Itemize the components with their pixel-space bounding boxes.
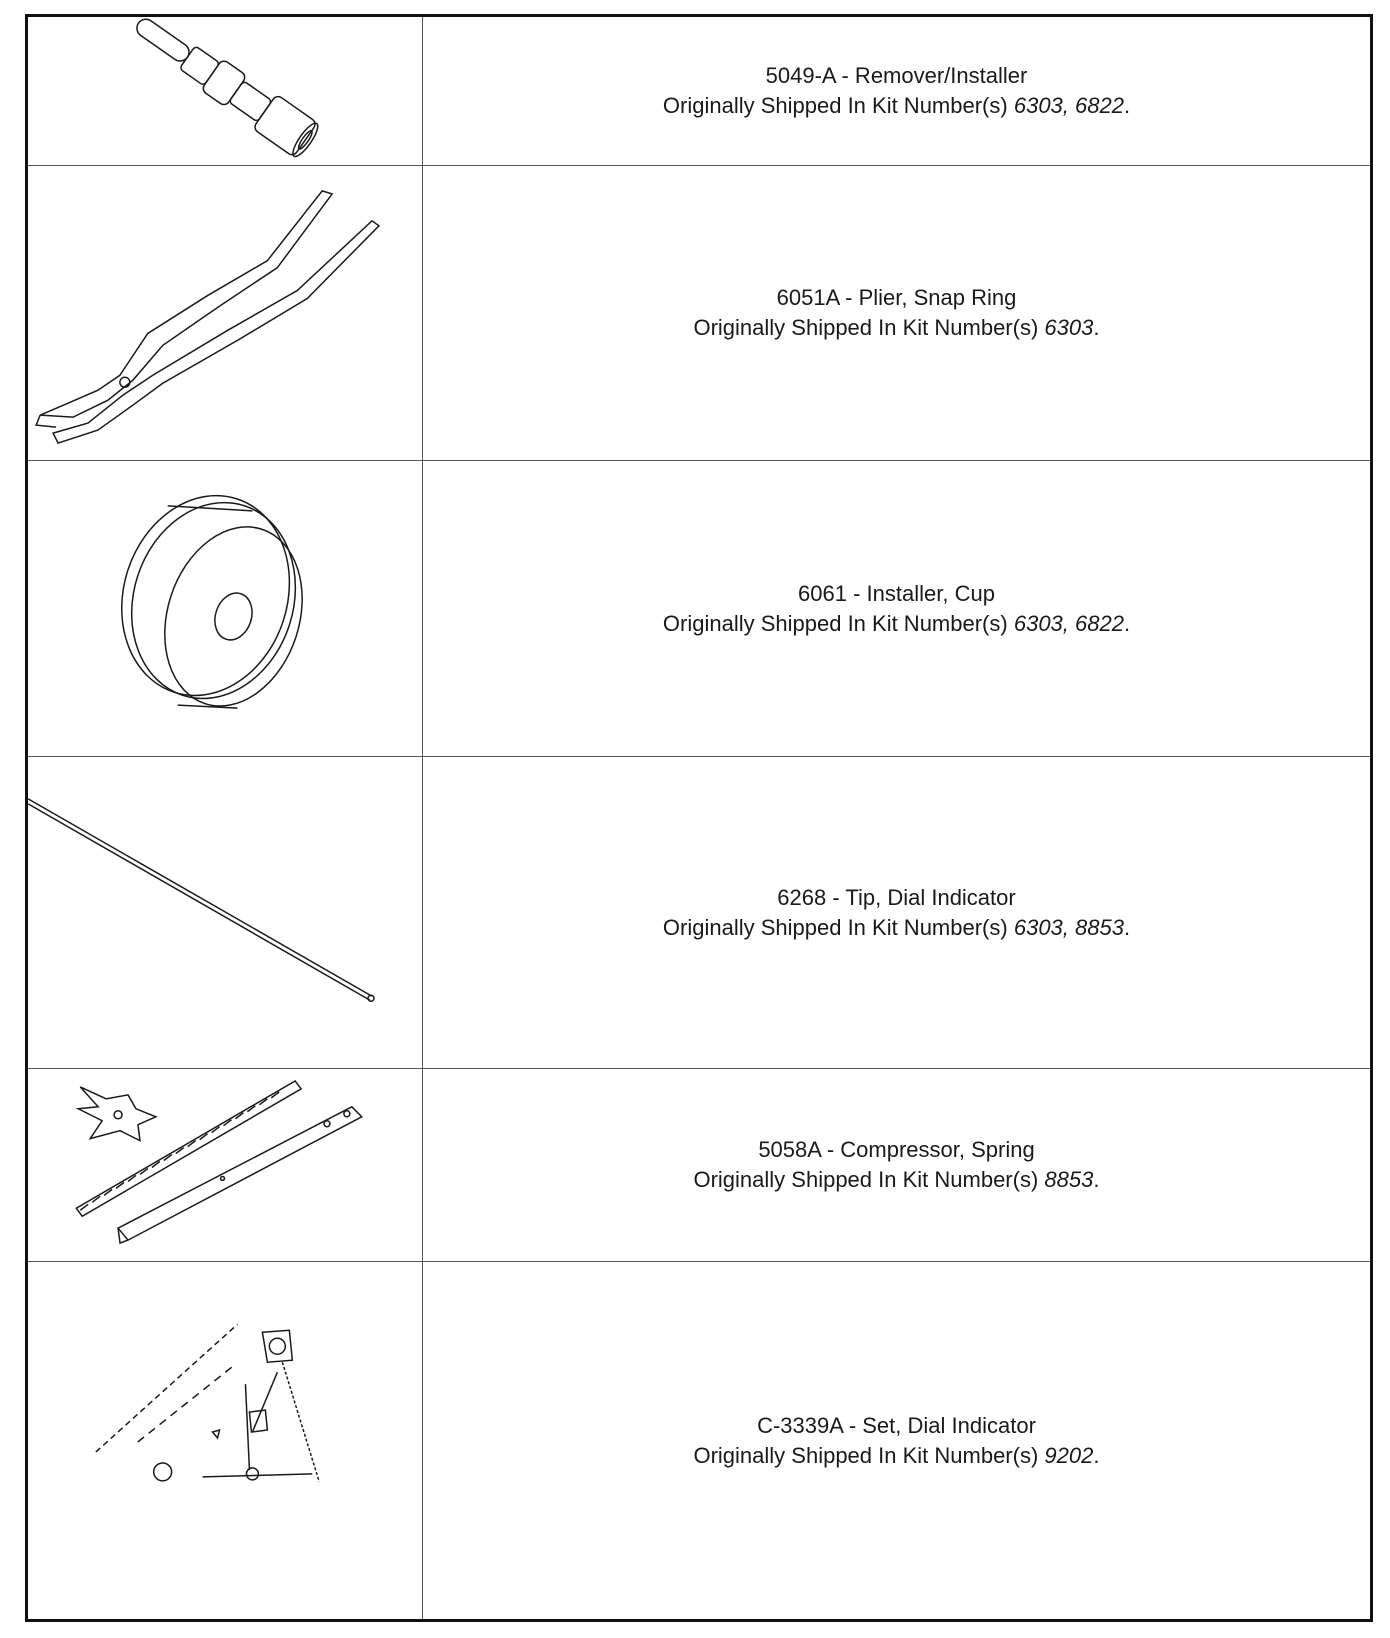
tool-title: 6061 - Installer, Cup xyxy=(798,580,995,606)
kit-numbers: 6303 xyxy=(1044,315,1094,340)
snap-ring-plier-drawing xyxy=(28,166,423,460)
tool-description xyxy=(423,757,1370,1068)
kit-numbers: 6303, 6822 xyxy=(1013,610,1124,636)
tool-kits-line xyxy=(663,913,1130,943)
tool-title: 5049-A - Remover/Installer xyxy=(765,63,1028,88)
tool-row xyxy=(28,757,1370,1069)
kit-suffix: . xyxy=(1093,1167,1100,1192)
tool-title: 6268 - Tip, Dial Indicator xyxy=(777,884,1016,910)
tool-description xyxy=(423,17,1370,165)
dial-indicator-tip-drawing xyxy=(28,757,423,1068)
shipped-label: Originally Shipped In Kit Number(s) xyxy=(662,914,1008,940)
kit-suffix: . xyxy=(1123,93,1131,118)
tool-description xyxy=(423,1262,1370,1619)
shipped-label: Originally Shipped In Kit Number(s) xyxy=(693,1167,1039,1192)
tool-kits-line xyxy=(663,91,1130,121)
kit-suffix: . xyxy=(1093,315,1100,340)
tool-kits-line xyxy=(693,1165,1099,1195)
kit-numbers: 8853 xyxy=(1044,1167,1094,1192)
tool-row xyxy=(28,17,1370,166)
kit-numbers: 9202 xyxy=(1044,1442,1094,1468)
kit-suffix: . xyxy=(1093,1442,1100,1468)
kit-numbers: 6303, 8853 xyxy=(1013,914,1124,940)
tool-kits-line xyxy=(663,609,1130,639)
spring-compressor-drawing xyxy=(28,1069,423,1261)
dial-indicator-set-drawing xyxy=(28,1262,423,1619)
tool-title: C-3339A - Set, Dial Indicator xyxy=(757,1412,1036,1438)
tool-description xyxy=(423,166,1370,460)
kit-numbers: 6303, 6822 xyxy=(1013,93,1124,118)
kit-suffix: . xyxy=(1123,610,1131,636)
shipped-label: Originally Shipped In Kit Number(s) xyxy=(662,93,1008,118)
shipped-label: Originally Shipped In Kit Number(s) xyxy=(662,610,1008,636)
shipped-label: Originally Shipped In Kit Number(s) xyxy=(693,1442,1039,1468)
tool-title: 5058A - Compressor, Spring xyxy=(758,1137,1035,1162)
tool-row xyxy=(28,166,1370,461)
tool-description xyxy=(423,1069,1370,1261)
tool-description xyxy=(423,461,1370,756)
remover-installer-drawing xyxy=(28,17,423,165)
tool-row xyxy=(28,1262,1370,1619)
tool-table xyxy=(25,14,1373,1622)
cup-installer-drawing xyxy=(28,461,423,756)
tool-kits-line xyxy=(693,313,1099,343)
tool-row xyxy=(28,1069,1370,1262)
kit-suffix: . xyxy=(1123,914,1131,940)
tool-title: 6051A - Plier, Snap Ring xyxy=(776,285,1017,310)
tool-kits-line xyxy=(693,1441,1099,1471)
shipped-label: Originally Shipped In Kit Number(s) xyxy=(693,315,1039,340)
tool-row xyxy=(28,461,1370,757)
